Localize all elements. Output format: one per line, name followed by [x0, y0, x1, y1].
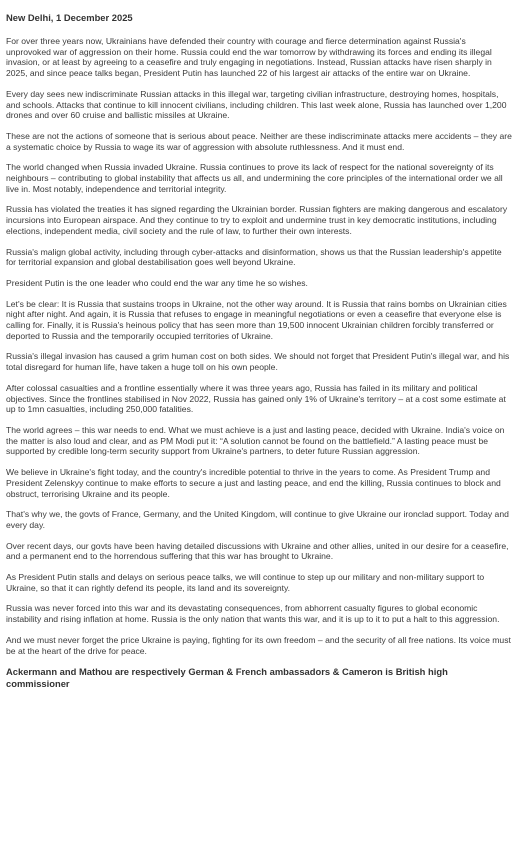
paragraph-9: Russia's illegal invasion has caused a grim human cost on both sides. We should not forget that President Putin's illegal war, and his total disregard for human life, have taken a huge toll on his own people.: [6, 351, 510, 373]
paragraph-14: Over recent days, our govts have been having detailed discussions with Ukraine and other allies, united in our desire for a ceasefire, and a permanent end to the horrendous suffering that this war has brought to Ukraine.: [6, 540, 509, 562]
author-note: Ackermann and Mathou are respectively German & French ambassadors & Cameron is British high commissioner: [6, 666, 448, 689]
dateline: New Delhi, 1 December 2025: [6, 12, 133, 23]
paragraph-5: Russia has violated the treaties it has signed regarding the Ukrainian border. Russian fighters are making dangerous and escalatory incursions into European airspace. And they continue to try to exploit and undermine trust in key democratic institutions, including elections, independent media, civil society and the rule of law, to further their own interests.: [6, 204, 508, 236]
paragraph-6: Russia's malign global activity, including through cyber-attacks and disinformation, shows us that the Russian leadership's appetite for territorial expansion and global destabilisation goes well beyond Ukraine.: [6, 246, 502, 268]
paragraph-17: And we must never forget the price Ukraine is paying, fighting for its own freedom – and the security of all free nations. Its voice must be at the heart of the drive for peace.: [6, 634, 511, 656]
paragraph-11: The world agrees – this war needs to end. What we must achieve is a just and lasting peace, decided with Ukraine. India's voice on the matter is also loud and clear, and as PM Modi put it: “A solution cannot be found on the battlefield.” A lasting peace must be supported by credible long-term security support from Ukraine's partners, to deter future Russian aggression.: [6, 424, 505, 457]
paragraph-1: For over three years now, Ukrainians have defended their country with courage and fierce determination against Russia's unprovoked war of aggression on their home. Russia could end the war tomorrow by withdrawing its forces and ending its illegal invasion, or at least by agreeing to a ceasefire and truly engaging in negotiations. Instead, Russian attacks have risen sharply in 2025, and since peace talks began, President Putin has launched 22 of his largest air attacks of the entire war on Ukraine.: [6, 36, 492, 79]
paragraph-8: Let's be clear: It is Russia that sustains troops in Ukraine, not the other way around. It is Russia that rains bombs on Ukrainian cities night after night. And again, it is Russia that refuses to engage in meaningful negotiations or even a ceasefire that everyone else is calling for. Finally, it is Russia's heinous policy that has seen more than 19,500 innocent Ukrainian children forcibly transferred or deported to Russia and the temporarily occupied territories of Ukraine.: [6, 298, 507, 341]
paragraph-3: These are not the actions of someone that is serious about peace. Neither are these indiscriminate attacks mere accidents – they are a systematic choice by Russia to wage its war of aggression with absolute ruthlessness. And it must end.: [6, 130, 512, 152]
paragraph-15: As President Putin stalls and delays on serious peace talks, we will continue to step up our military and non-military support to Ukraine, so that it can rightly defend its people, its land and its sovereignty.: [6, 572, 485, 593]
paragraph-2: Every day sees new indiscriminate Russian attacks in this illegal war, targeting civilian infrastructure, destroying homes, hospitals, and schools. Attacks that continue to kill innocent civilians, including children. This last week alone, Russia has launched over 1,200 drones and over 60 cruise and ballistic missiles at Ukraine.: [6, 88, 507, 121]
paragraph-10: After colossal casualties and a frontline essentially where it was three years ago, Russia has failed in its military and political objectives. Since the frontlines stabilised in Nov 2022, Russia has gained only 1% of Ukraine's territory – at a cost some estimate at up to 1mn casualties, including 250,000 fatalities.: [6, 382, 506, 415]
paragraph-4: The world changed when Russia invaded Ukraine. Russia continues to prove its lack of respect for the national sovereignty of its neighbours – contributing to global instability that affects us all, and undermining the core principles of the international order we all live in. Most notably, independence and territorial integrity.: [6, 162, 503, 194]
paragraph-7: President Putin is the one leader who could end the war any time he so wishes.: [6, 277, 308, 288]
paragraph-12: We believe in Ukraine's fight today, and the country's incredible potential to thrive in the years to come. As President Trump and President Zelenskyy continue to make efforts to secure a just and lasting peace, and end the killing, Russia continues to block and obstruct, terrorising Ukraine and its people.: [6, 467, 501, 499]
paragraph-16: Russia was never forced into this war and its devastating consequences, from abhorrent casualty figures to global economic instability and rising inflation at home. Russia is the only nation that wants this war, and it is up to it to put a halt to this aggression.: [6, 603, 500, 625]
paragraph-13: That's why we, the govts of France, Germany, and the United Kingdom, will continue to give Ukraine our ironclad support. Today and every day.: [6, 509, 509, 530]
